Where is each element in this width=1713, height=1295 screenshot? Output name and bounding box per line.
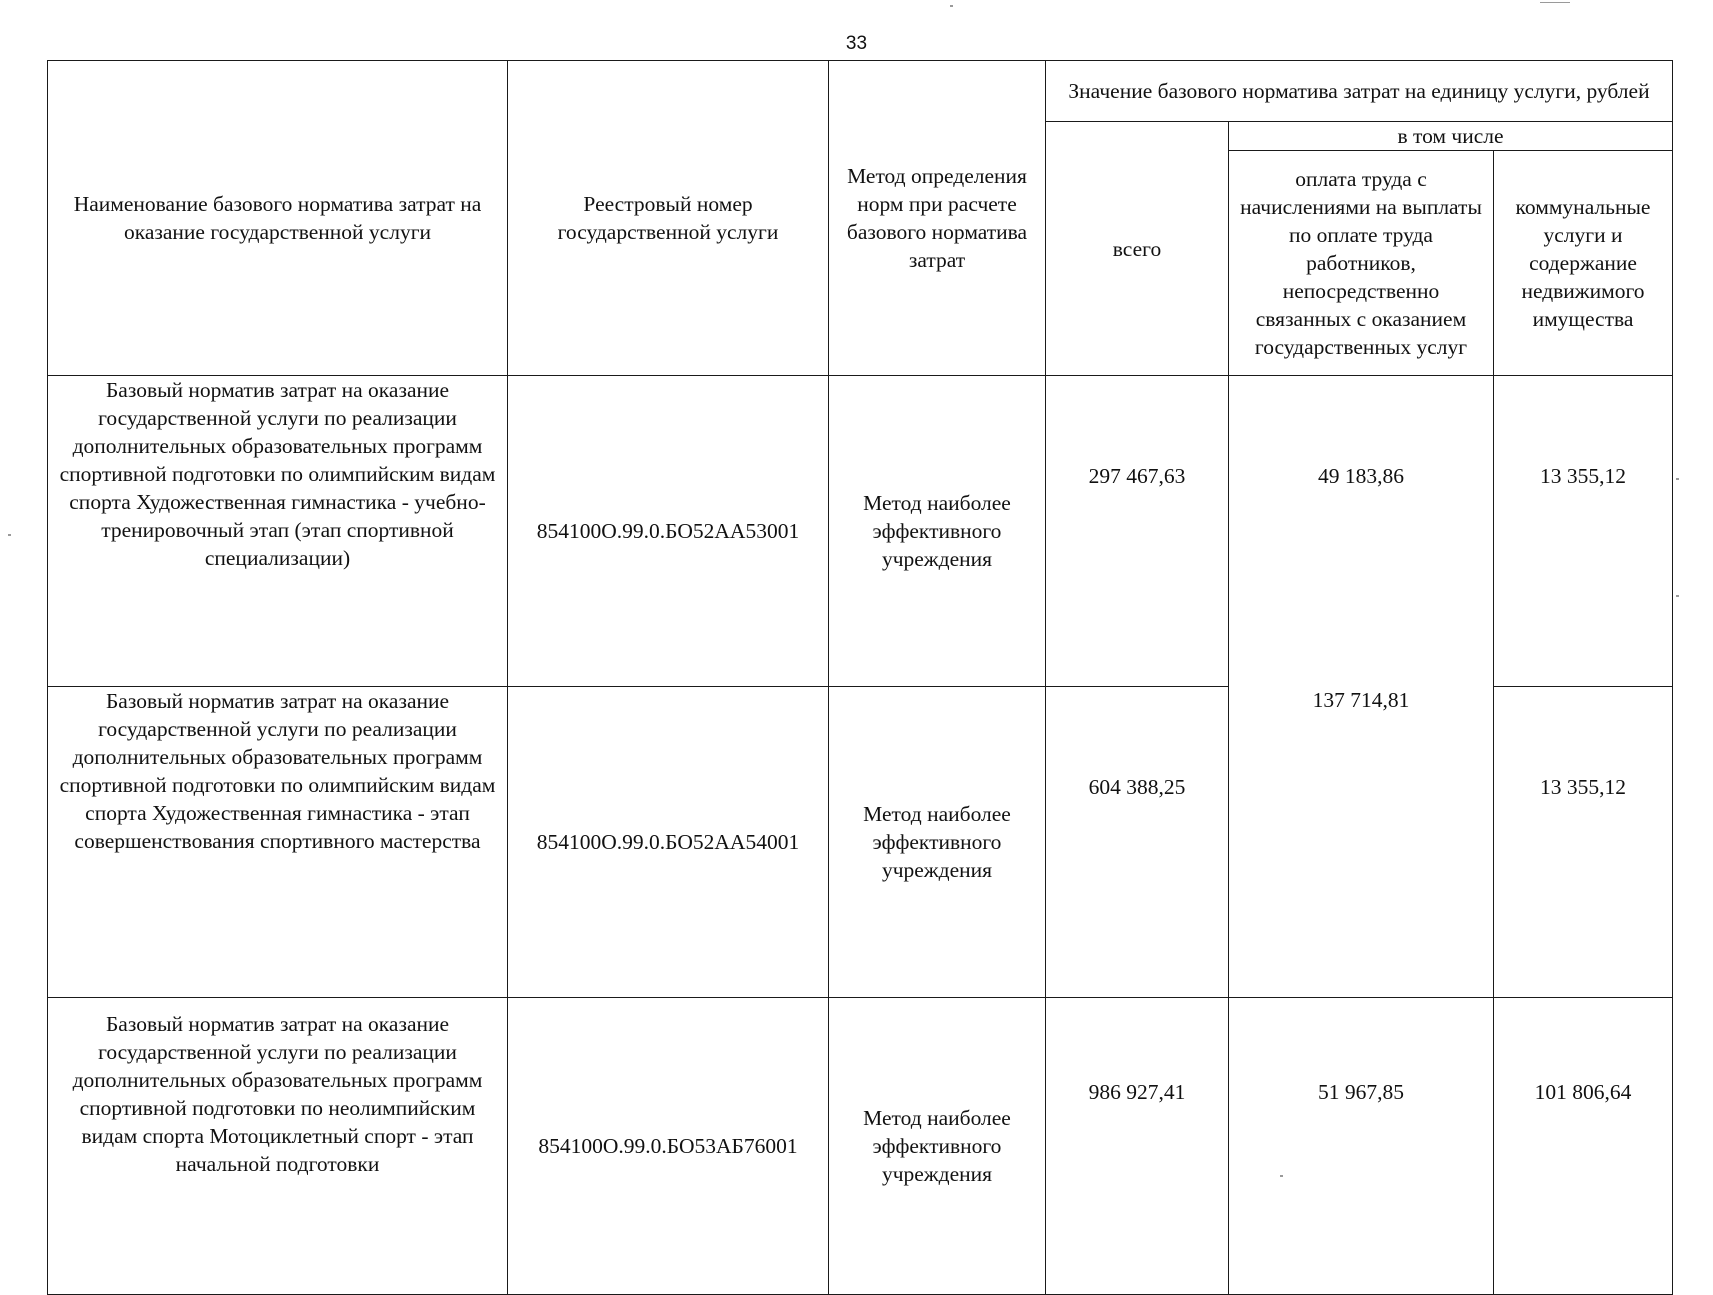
row-method: Метод наиболее эффективного учреждения bbox=[829, 687, 1046, 998]
table-row bbox=[48, 376, 1673, 687]
row-registry-number: 854100О.99.0.БО53АБ76001 bbox=[508, 998, 829, 1295]
row-total: 297 467,63 bbox=[1046, 376, 1229, 687]
row-utilities: 13 355,12 bbox=[1494, 376, 1673, 687]
header-method: Метод определения норм при расчете базового норматива затрат bbox=[829, 61, 1046, 376]
row-labor: 51 967,85 bbox=[1229, 998, 1494, 1295]
header-registry-number: Реестровый номер государственной услуги bbox=[508, 61, 829, 376]
row-total: 986 927,41 bbox=[1046, 998, 1229, 1295]
row-labor: 137 714,81 bbox=[1312, 688, 1410, 712]
header-including: в том числе bbox=[1229, 122, 1673, 151]
row-name: Базовый норматив затрат на оказание государственной услуги по реализации дополнительных образовательных программ спортивной подготовки по олимпийским видам спорта Художественная гимнастика - этап совершенствования спортивного мастерства bbox=[48, 687, 508, 998]
table-row bbox=[48, 998, 1673, 1295]
header-utilities: коммунальные услуги и содержание недвижимого имущества bbox=[1494, 151, 1673, 376]
row-method: Метод наиболее эффективного учреждения bbox=[829, 998, 1046, 1295]
row-labor: 49 183,86 bbox=[1318, 464, 1404, 488]
row-utilities: 101 806,64 bbox=[1494, 998, 1673, 1295]
row-utilities: 13 355,12 bbox=[1494, 687, 1673, 998]
row-registry-number: 854100О.99.0.БО52АА54001 bbox=[508, 687, 829, 998]
cost-norm-table bbox=[47, 60, 1673, 1295]
row-name: Базовый норматив затрат на оказание государственной услуги по реализации дополнительных образовательных программ спортивной подготовки по неолимпийским видам спорта Мотоциклетный спорт - этап начальной подготовки bbox=[48, 998, 508, 1295]
row-method: Метод наиболее эффективного учреждения bbox=[829, 376, 1046, 687]
row-labor-merged bbox=[1229, 376, 1494, 998]
page-number: 33 bbox=[845, 33, 868, 54]
scan-speck bbox=[8, 534, 11, 536]
scan-speck bbox=[1540, 2, 1570, 3]
row-registry-number: 854100О.99.0.БО52АА53001 bbox=[508, 376, 829, 687]
scan-speck bbox=[950, 5, 953, 7]
header-name: Наименование базового норматива затрат на оказание государственной услуги bbox=[48, 61, 508, 376]
table-header bbox=[48, 61, 1673, 376]
header-total: всего bbox=[1046, 122, 1229, 376]
row-name: Базовый норматив затрат на оказание государственной услуги по реализации дополнительных образовательных программ спортивной подготовки по олимпийским видам спорта Художественная гимнастика - учебно-тренировочный этап (этап спортивной специализации) bbox=[48, 376, 508, 687]
scan-speck bbox=[1676, 595, 1679, 597]
scan-speck bbox=[1280, 1175, 1283, 1177]
scan-speck bbox=[1676, 478, 1679, 480]
row-total: 604 388,25 bbox=[1046, 687, 1229, 998]
header-labor: оплата труда с начислениями на выплаты по оплате труда работников, непосредственно связанных с оказанием государственных услуг bbox=[1229, 151, 1494, 376]
header-value-group: Значение базового норматива затрат на единицу услуги, рублей bbox=[1046, 61, 1673, 122]
